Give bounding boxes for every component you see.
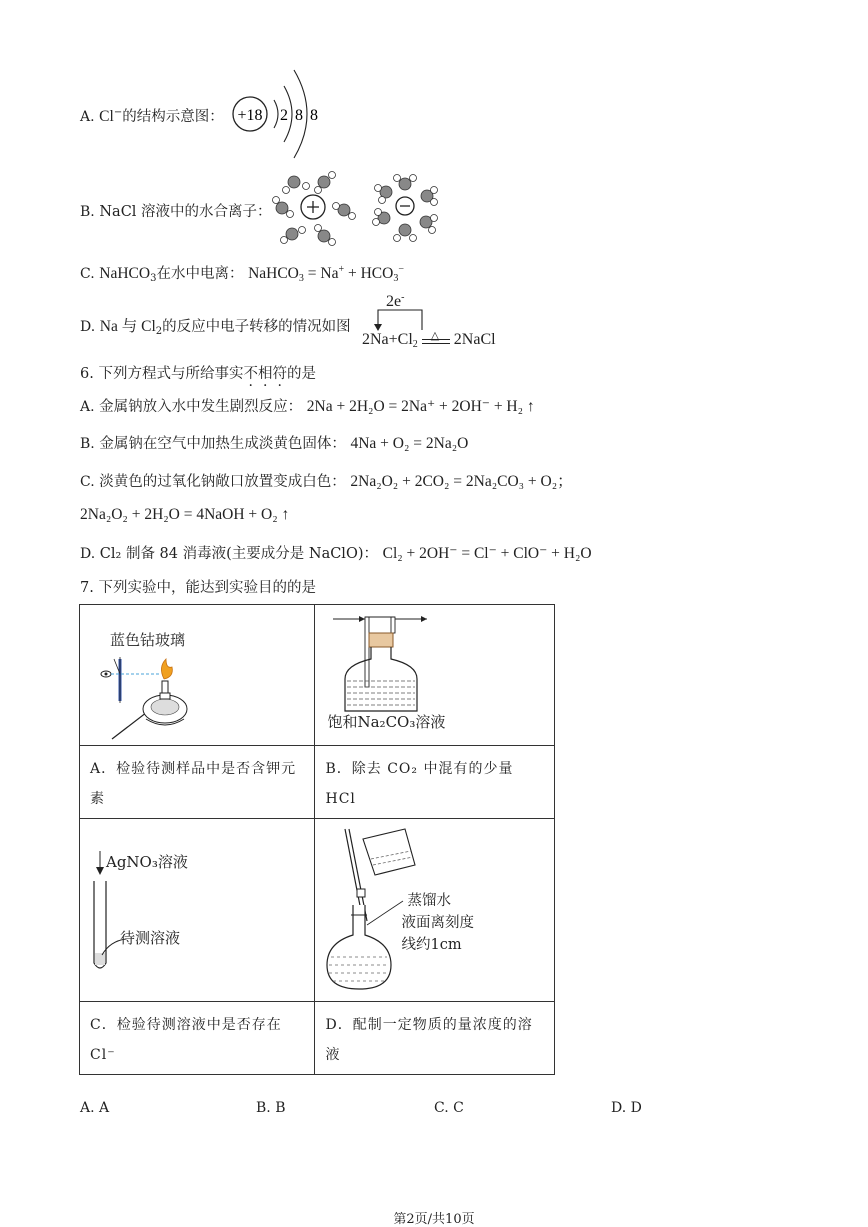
option-text: 的反应中电子转移的情况如图	[162, 319, 351, 335]
q5-option-c	[80, 262, 404, 284]
subscript: 3	[393, 273, 399, 284]
eq-part: + HCO	[344, 265, 394, 282]
volumetric-flask-apparatus	[323, 825, 463, 995]
q7-stem	[80, 576, 316, 597]
eq-part: NaHCO	[248, 265, 299, 282]
figure-b-cell	[315, 605, 555, 746]
question-text: 6. 下列方程式与所给事实	[80, 366, 244, 382]
electron-transfer-arrow	[370, 306, 430, 332]
charge: +	[338, 264, 345, 275]
q6-option-b	[80, 432, 468, 453]
option-label: B.	[80, 204, 95, 220]
caption-b: B．除去 CO₂ 中混有的少量 HCl	[325, 761, 514, 807]
option-label: C.	[80, 266, 95, 282]
shell-2-count: 8	[295, 107, 303, 124]
caption-a: A．检验待测样品中是否含钾元素	[90, 761, 297, 807]
emphasis-char: 符	[272, 366, 287, 382]
emphasis-char: 不	[243, 366, 258, 382]
caption-d-cell	[315, 1002, 555, 1075]
option-text: 的结构示意图：	[122, 109, 224, 125]
level-note-label: 液面离刻度	[401, 915, 474, 931]
caption-b-cell	[315, 746, 555, 819]
option-text: 金属钠在空气中加热生成淡黄色固体：	[99, 436, 346, 452]
test-solution-label: 待测溶液	[120, 929, 181, 947]
option-text: NaCl 溶液中的水合离子：	[99, 204, 272, 220]
option-text: 在水中电离：	[156, 266, 244, 282]
emphasis-char: 相	[257, 366, 273, 382]
q6-stem	[80, 362, 316, 383]
charge: −	[113, 107, 123, 118]
eq-part: 2NaCl	[453, 331, 496, 348]
answer-choice-a: A. A	[80, 1100, 110, 1116]
shell-1-count: 2	[280, 107, 288, 124]
q6-option-a	[80, 395, 535, 416]
option-label: D.	[80, 546, 96, 562]
caption-c: C．检验待测溶液中是否存在 Cl⁻	[90, 1017, 282, 1063]
figure-d-cell	[315, 819, 555, 1002]
subscript: 3	[150, 273, 157, 284]
distilled-water-label: 蒸馏水	[407, 893, 451, 909]
charge: −	[398, 264, 404, 275]
level-distance-label: 线约1cm	[401, 937, 462, 953]
flame-test-apparatus	[94, 649, 214, 744]
q6-option-c-cont	[80, 506, 289, 524]
chlorine-ion-structure-diagram	[228, 66, 338, 162]
subscript: 2	[155, 326, 163, 337]
subscript: 2	[412, 339, 418, 350]
q6-option-d	[80, 542, 592, 563]
test-tube	[88, 879, 118, 979]
hydrated-ions-diagram	[272, 170, 442, 248]
option-text: 淡黄色的过氧化钠敞口放置变成白色：	[99, 474, 346, 490]
electron-count: 2e	[386, 293, 402, 310]
option-label: B.	[80, 436, 95, 452]
q6-option-c	[80, 469, 573, 491]
option-label: A.	[80, 109, 95, 125]
nucleus-charge: +18	[237, 107, 263, 124]
chem-formula: NaHCO	[99, 265, 151, 282]
figure-a-cell	[80, 605, 315, 746]
option-text: 金属钠放入水中发生剧烈反应：	[99, 399, 303, 415]
charge: -	[401, 292, 405, 303]
equation: Cl₂ + 2OH⁻ = Cl⁻ + ClO⁻ + H₂O	[382, 545, 592, 562]
experiment-table	[79, 604, 555, 1075]
option-label: D.	[80, 319, 96, 335]
equation: 2Na + 2H₂O = 2Na⁺ + 2OH⁻ + H₂ ↑	[306, 398, 535, 415]
answer-choice-c: C. C	[434, 1100, 464, 1116]
reaction-equation	[362, 331, 496, 350]
option-label: C.	[80, 474, 95, 490]
cobalt-glass-label: 蓝色钴玻璃	[110, 631, 186, 649]
q5-option-a	[80, 105, 224, 126]
equation: 2Na₂O₂ + 2H₂O = 4NaOH + O₂ ↑	[80, 506, 290, 523]
chem-formula: Cl	[99, 108, 114, 125]
caption-d: D．配制一定物质的量浓度的溶液	[325, 1017, 533, 1063]
answer-choice-d: D. D	[611, 1100, 642, 1116]
figure-c-cell	[80, 819, 315, 1002]
shell-3-count: 8	[310, 107, 318, 124]
eq-part: 2Na+Cl	[362, 331, 413, 348]
question-text: 7. 下列实验中，能达到实验目的的是	[80, 580, 316, 596]
ionization-equation	[248, 265, 404, 282]
equation: 2Na₂O₂ + 2CO₂ = 2Na₂CO₃ + O₂；	[350, 473, 573, 490]
answer-choice-b: B. B	[256, 1100, 286, 1116]
q5-option-b	[80, 200, 272, 221]
equation: 4Na + O₂ = 2Na₂O	[350, 435, 469, 452]
page-footer: 第2页/共10页	[393, 1212, 475, 1227]
option-text: Cl₂ 制备 84 消毒液(主要成分是 NaClO)：	[99, 546, 378, 562]
caption-c-cell	[80, 1002, 315, 1075]
caption-a-cell	[80, 746, 315, 819]
question-text: 的是	[286, 366, 316, 382]
eq-part: = Na	[303, 265, 339, 282]
heat-condition	[422, 330, 450, 344]
heat-symbol: △	[430, 330, 440, 342]
option-text: Na 与 Cl	[99, 318, 156, 335]
option-label: A.	[80, 399, 95, 415]
silver-nitrate-label: AgNO₃溶液	[106, 853, 188, 871]
sodium-carbonate-label: 饱和Na₂CO₃溶液	[327, 713, 446, 731]
subscript: 3	[298, 273, 304, 284]
q5-option-d	[80, 314, 351, 337]
gas-washing-bottle	[329, 609, 439, 715]
